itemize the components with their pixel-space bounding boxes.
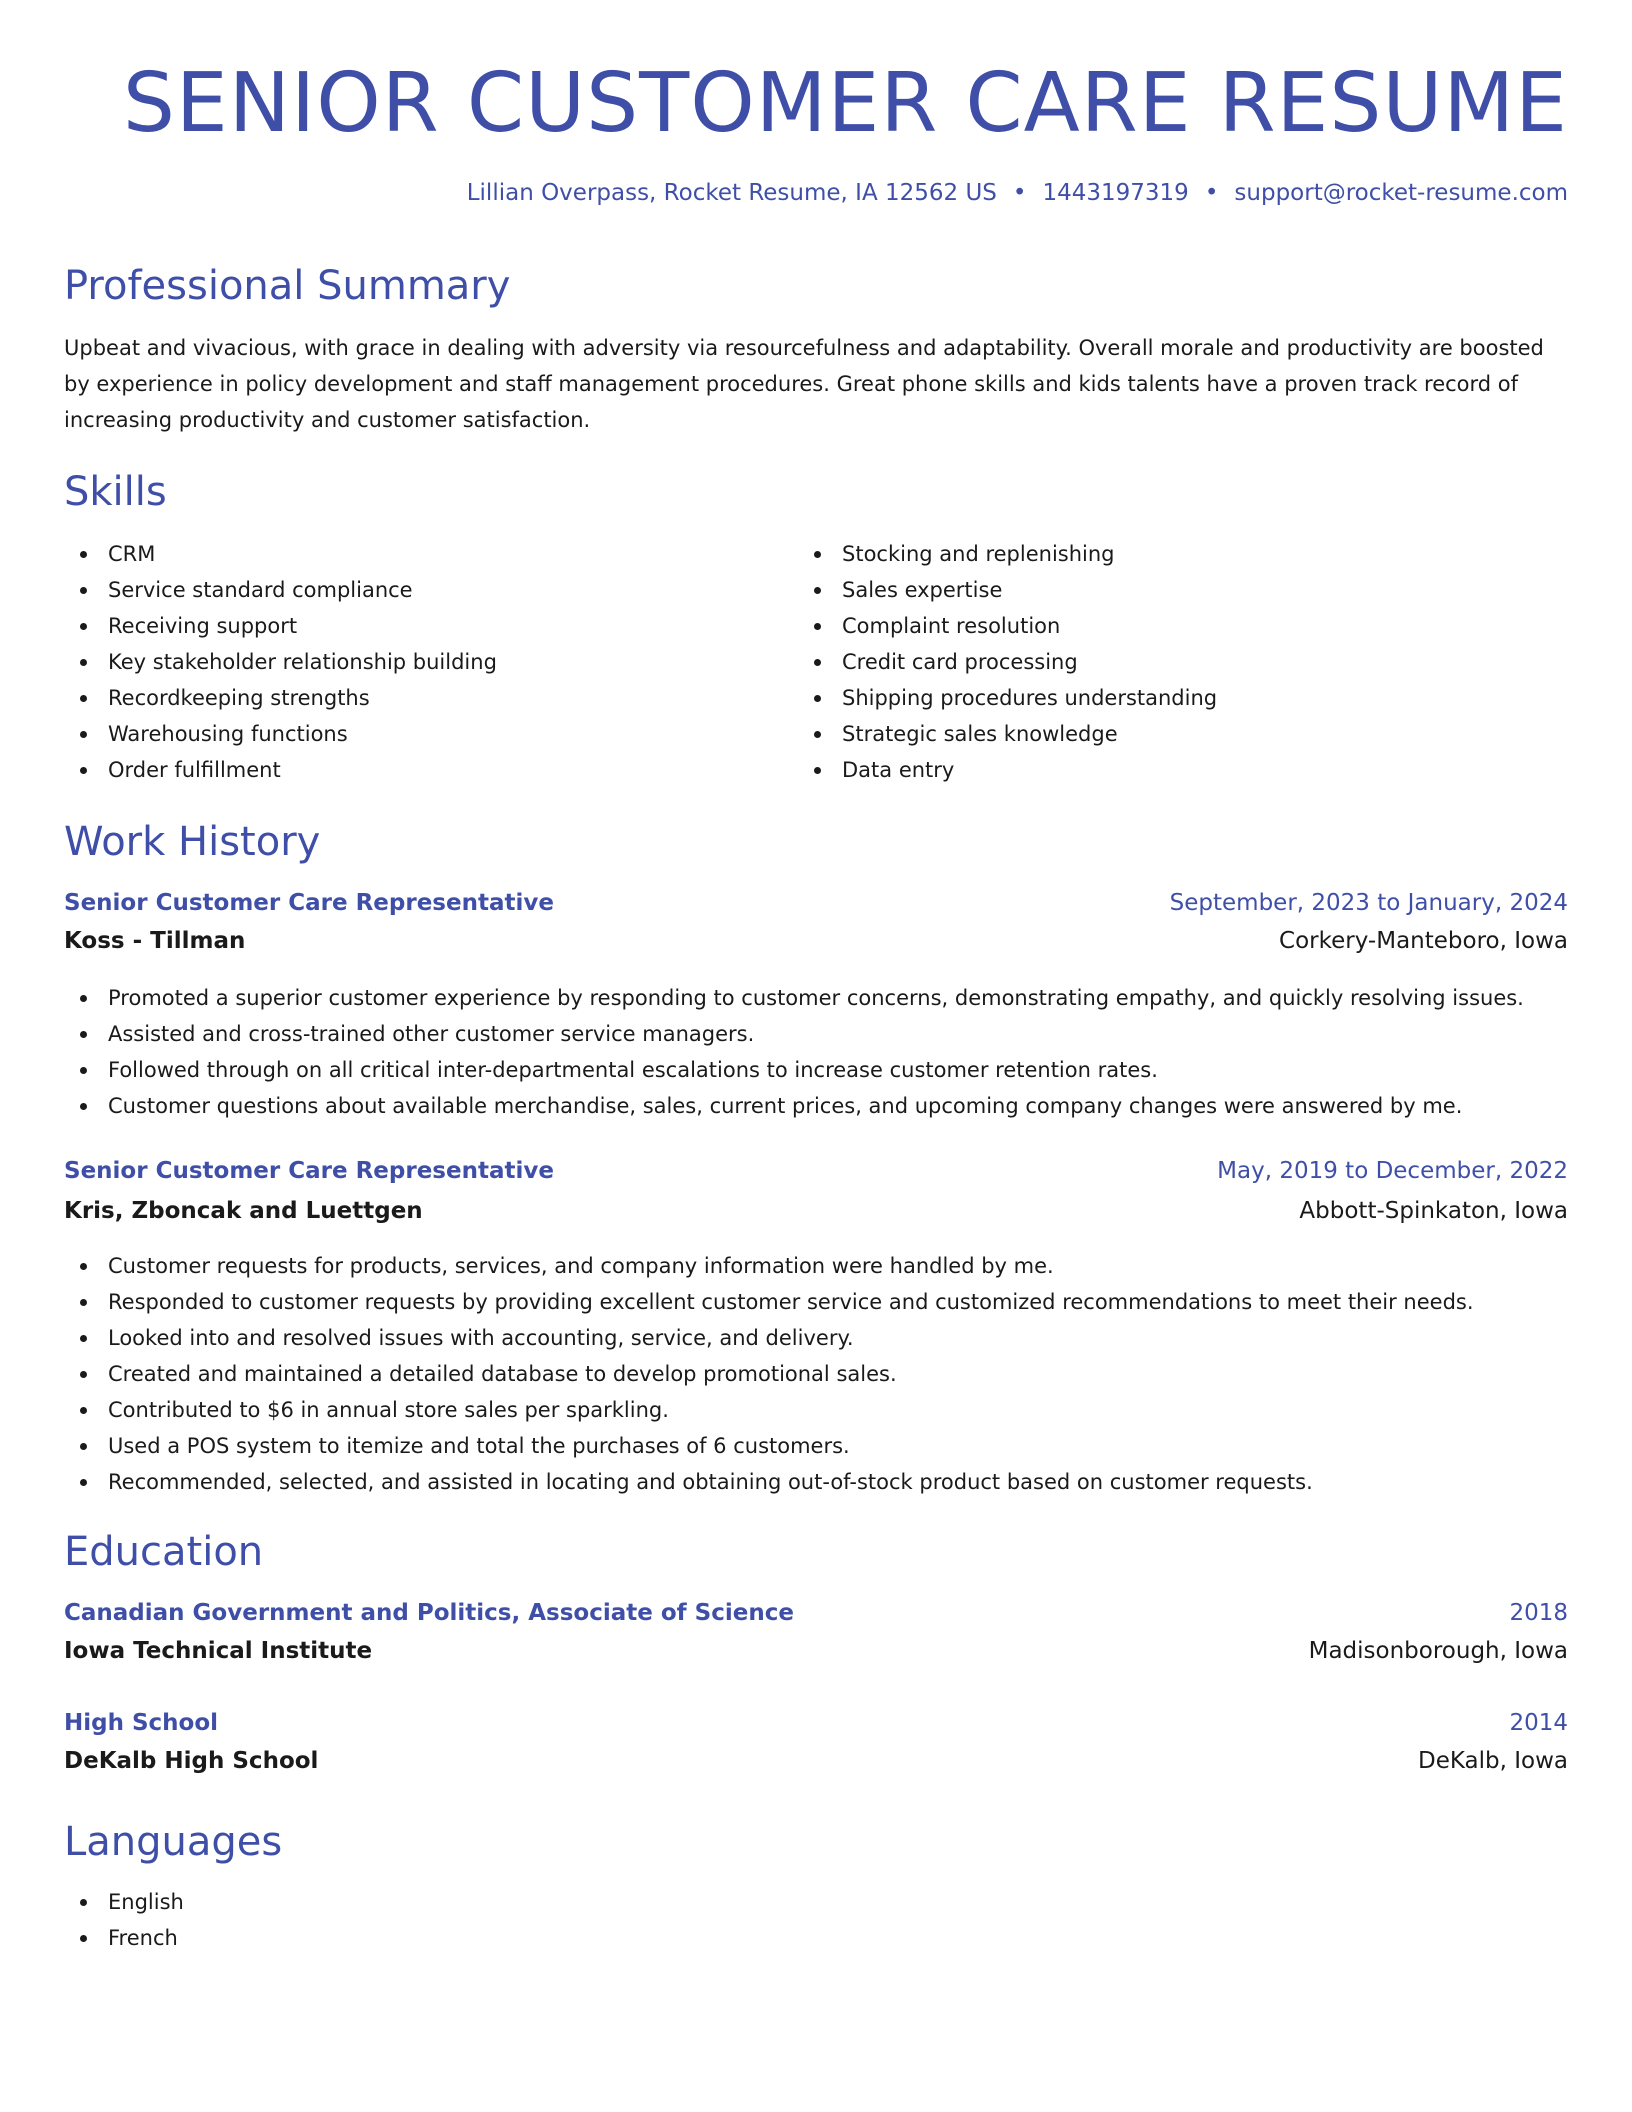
skill-item: CRM	[64, 536, 744, 572]
skill-item: Strategic sales knowledge	[798, 716, 1558, 752]
education-degree: High School	[64, 1710, 219, 1736]
duty-item: Created and maintained a detailed database to develop promotional sales.	[64, 1356, 1568, 1392]
job-title-row	[64, 890, 1568, 916]
job-company: Koss - Tillman	[64, 928, 246, 954]
duty-item: Recommended, selected, and assisted in locating and obtaining out-of-stock product based on customer requests.	[64, 1464, 1568, 1500]
skill-item: Sales expertise	[798, 572, 1558, 608]
skill-item: Key stakeholder relationship building	[64, 644, 744, 680]
duty-item: Followed through on all critical inter-departmental escalations to increase customer retention rates.	[64, 1052, 1568, 1088]
job-duties	[64, 980, 1568, 1124]
duty-item: Customer requests for products, services, and company information were handled by me.	[64, 1248, 1568, 1284]
skill-item: Order fulfillment	[64, 752, 744, 788]
skill-item: Receiving support	[64, 608, 744, 644]
job-company-row	[64, 928, 1568, 954]
job-company: Kris, Zboncak and Luettgen	[64, 1198, 423, 1224]
job-company-row	[64, 1198, 1568, 1224]
duty-item: Promoted a superior customer experience by responding to customer concerns, demonstrating empathy, and quickly resolving issues.	[64, 980, 1568, 1016]
skill-item: Recordkeeping strengths	[64, 680, 744, 716]
contact-address: Lillian Overpass, Rocket Resume, IA 12562 US	[466, 180, 997, 206]
skills-column-right	[798, 536, 1558, 788]
job-location: Corkery-Manteboro, Iowa	[1279, 928, 1568, 954]
job-location: Abbott-Spinkaton, Iowa	[1299, 1198, 1568, 1224]
job-duties-list	[64, 980, 1568, 1124]
job-title: Senior Customer Care Representative	[64, 1158, 554, 1184]
skill-item: Service standard compliance	[64, 572, 744, 608]
duty-item: Used a POS system to itemize and total the purchases of 6 customers.	[64, 1428, 1568, 1464]
duty-item: Customer questions about available merchandise, sales, current prices, and upcoming company changes were answered by me.	[64, 1088, 1568, 1124]
language-item: English	[64, 1884, 1568, 1920]
skills-list-right	[798, 536, 1558, 788]
skill-item: Complaint resolution	[798, 608, 1558, 644]
skills-list-left	[64, 536, 744, 788]
contact-email[interactable]: support@rocket-resume.com	[1234, 180, 1568, 206]
duty-item: Assisted and cross-trained other customer service managers.	[64, 1016, 1568, 1052]
contact-line	[467, 178, 1568, 208]
skills-heading: Skills	[64, 469, 167, 515]
education-degree: Canadian Government and Politics, Associate of Science	[64, 1600, 794, 1626]
education-degree-row	[64, 1710, 1568, 1736]
job-dates: September, 2023 to January, 2024	[1169, 890, 1568, 916]
job-duties	[64, 1248, 1568, 1500]
education-degree-row	[64, 1600, 1568, 1626]
work-history-heading: Work History	[64, 819, 321, 865]
education-school-row	[64, 1748, 1568, 1774]
languages-heading: Languages	[64, 1819, 283, 1865]
summary-heading: Professional Summary	[64, 263, 511, 309]
skill-item: Warehousing functions	[64, 716, 744, 752]
education-year: 2018	[1509, 1600, 1568, 1626]
job-duties-list	[64, 1248, 1568, 1500]
summary-text: Upbeat and vivacious, with grace in dealing with adversity via resourcefulness and adaptability. Overall morale and productivity are boosted by experience in policy development and staff management procedures. Great phone skills and kids talents have a proven track record of increasing productivity and customer satisfaction.	[64, 336, 1544, 432]
education-location: Madisonborough, Iowa	[1308, 1638, 1568, 1664]
skills-column-left	[64, 536, 744, 788]
job-dates: May, 2019 to December, 2022	[1217, 1158, 1568, 1184]
contact-separator: •	[1012, 180, 1027, 206]
education-school: DeKalb High School	[64, 1748, 319, 1774]
education-school-row	[64, 1638, 1568, 1664]
skill-item: Data entry	[798, 752, 1558, 788]
education-heading: Education	[64, 1529, 264, 1575]
contact-phone[interactable]: 1443197319	[1042, 180, 1189, 206]
skill-item: Shipping procedures understanding	[798, 680, 1558, 716]
job-title: Senior Customer Care Representative	[64, 890, 554, 916]
skill-item: Stocking and replenishing	[798, 536, 1558, 572]
duty-item: Responded to customer requests by providing excellent customer service and customized recommendations to meet their needs.	[64, 1284, 1568, 1320]
language-item: French	[64, 1920, 1568, 1956]
languages-list	[64, 1884, 1568, 1956]
duty-item: Looked into and resolved issues with accounting, service, and delivery.	[64, 1320, 1568, 1356]
languages-block	[64, 1884, 1568, 1956]
education-location: DeKalb, Iowa	[1417, 1748, 1568, 1774]
resume-title: SENIOR CUSTOMER CARE RESUME	[122, 56, 1568, 151]
duty-item: Contributed to $6 in annual store sales per sparkling.	[64, 1392, 1568, 1428]
contact-separator: •	[1204, 180, 1219, 206]
education-year: 2014	[1509, 1710, 1568, 1736]
education-school: Iowa Technical Institute	[64, 1638, 373, 1664]
skill-item: Credit card processing	[798, 644, 1558, 680]
job-title-row	[64, 1158, 1568, 1184]
